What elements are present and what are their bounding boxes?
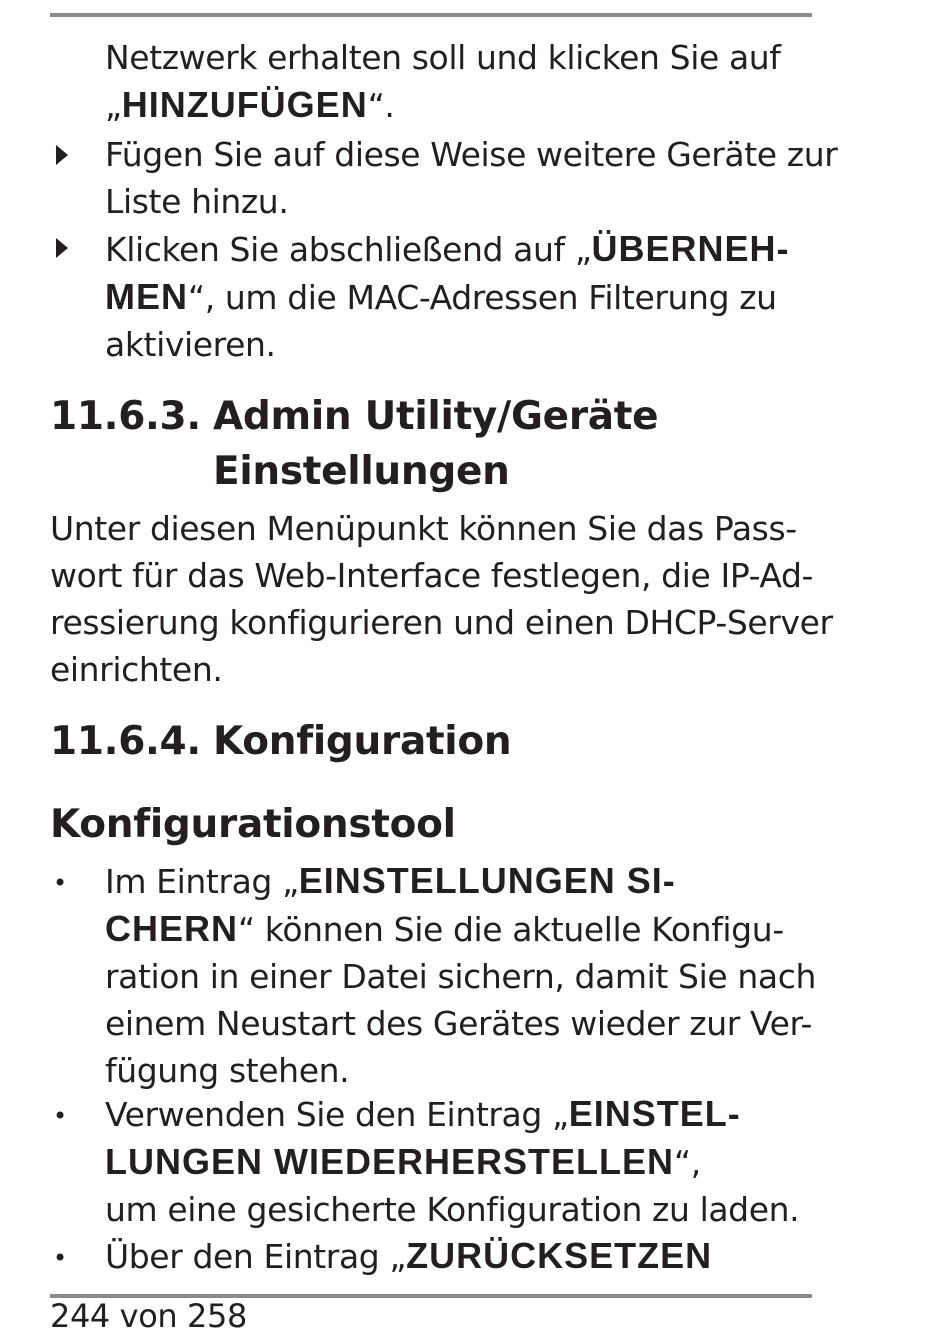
section-title: Admin Utility/Geräte [213, 394, 659, 439]
text-line: einrichten. [50, 650, 223, 689]
bullet-dot-icon: • [53, 1102, 67, 1130]
text-line: ressierung konfigurieren und einen DHCP-Server [50, 603, 833, 642]
text-line: Im Eintrag „EINSTELLUNGEN SI- [105, 860, 676, 901]
bullet-dot-icon: • [53, 869, 67, 897]
text-line: fügung stehen. [105, 1051, 350, 1090]
section-heading-11-6-4 [50, 714, 511, 769]
section-title: Einstellungen [213, 449, 510, 494]
text-line: „HINZUFÜGEN“. [105, 84, 395, 125]
section-title: Konfiguration [213, 719, 512, 764]
ui-label-einstellungen-sichern: EINSTELLUNGEN SI- [298, 860, 676, 901]
arrow-bullet-icon [56, 145, 68, 165]
list-item [105, 857, 825, 1094]
list-item [105, 1232, 825, 1280]
text-line: einem Neustart des Gerätes wieder zur Ver- [105, 1004, 813, 1043]
ui-label-einstellungen-wiederherstellen: EINSTEL- [568, 1093, 741, 1134]
text-line: CHERN“ können Sie die aktuelle Konfigu- [105, 908, 784, 949]
page-number: 244 von 258 [50, 1297, 247, 1335]
top-rule [50, 13, 812, 17]
text-line: wort für das Web-Interface festlegen, die IP-Ad- [50, 556, 814, 595]
text-line: Liste hinzu. [105, 182, 289, 221]
text-line: aktivieren. [105, 325, 276, 364]
text-line: Netzwerk erhalten soll und klicken Sie auf [105, 38, 781, 77]
ui-label-zuruecksetzen: ZURÜCKSETZEN [406, 1235, 713, 1276]
text-line: LUNGEN WIEDERHERSTELLEN“, [105, 1141, 701, 1182]
bullet-dot-icon: • [53, 1244, 67, 1272]
arrow-list-item [105, 131, 838, 225]
list-item [105, 1090, 825, 1233]
text-line: ration in einer Datei sichern, damit Sie nach [105, 957, 816, 996]
section-number: 11.6.3. [50, 394, 201, 439]
paragraph [50, 505, 833, 693]
subheading: Konfigurationstool [50, 802, 456, 847]
text-line: Klicken Sie abschließend auf „ÜBERNEH- [105, 228, 790, 269]
arrow-bullet-icon [56, 238, 68, 258]
ui-label-uebernehmen: ÜBERNEH- [591, 228, 790, 269]
text-line: um eine gesicherte Konfiguration zu laden. [105, 1190, 800, 1229]
text-line: Verwenden Sie den Eintrag „EINSTEL- [105, 1093, 741, 1134]
ui-label-einstellungen-sichern: CHERN [105, 908, 239, 949]
arrow-list-item [105, 225, 825, 368]
text-line: Unter diesen Menüpunkt können Sie das Pass- [50, 509, 797, 548]
ui-label-hinzufuegen: HINZUFÜGEN [121, 84, 368, 125]
text-line: Über den Eintrag „ZURÜCKSETZEN [105, 1235, 713, 1276]
continuation-text [105, 34, 825, 129]
section-number: 11.6.4. [50, 719, 201, 764]
ui-label-uebernehmen: MEN [105, 276, 188, 317]
section-heading-11-6-3 [50, 389, 658, 499]
text-line: MEN“, um die MAC-Adressen Filterung zu [105, 276, 777, 317]
text-line: Fügen Sie auf diese Weise weitere Geräte zur [105, 135, 838, 174]
ui-label-einstellungen-wiederherstellen: LUNGEN WIEDERHERSTELLEN [105, 1141, 675, 1182]
